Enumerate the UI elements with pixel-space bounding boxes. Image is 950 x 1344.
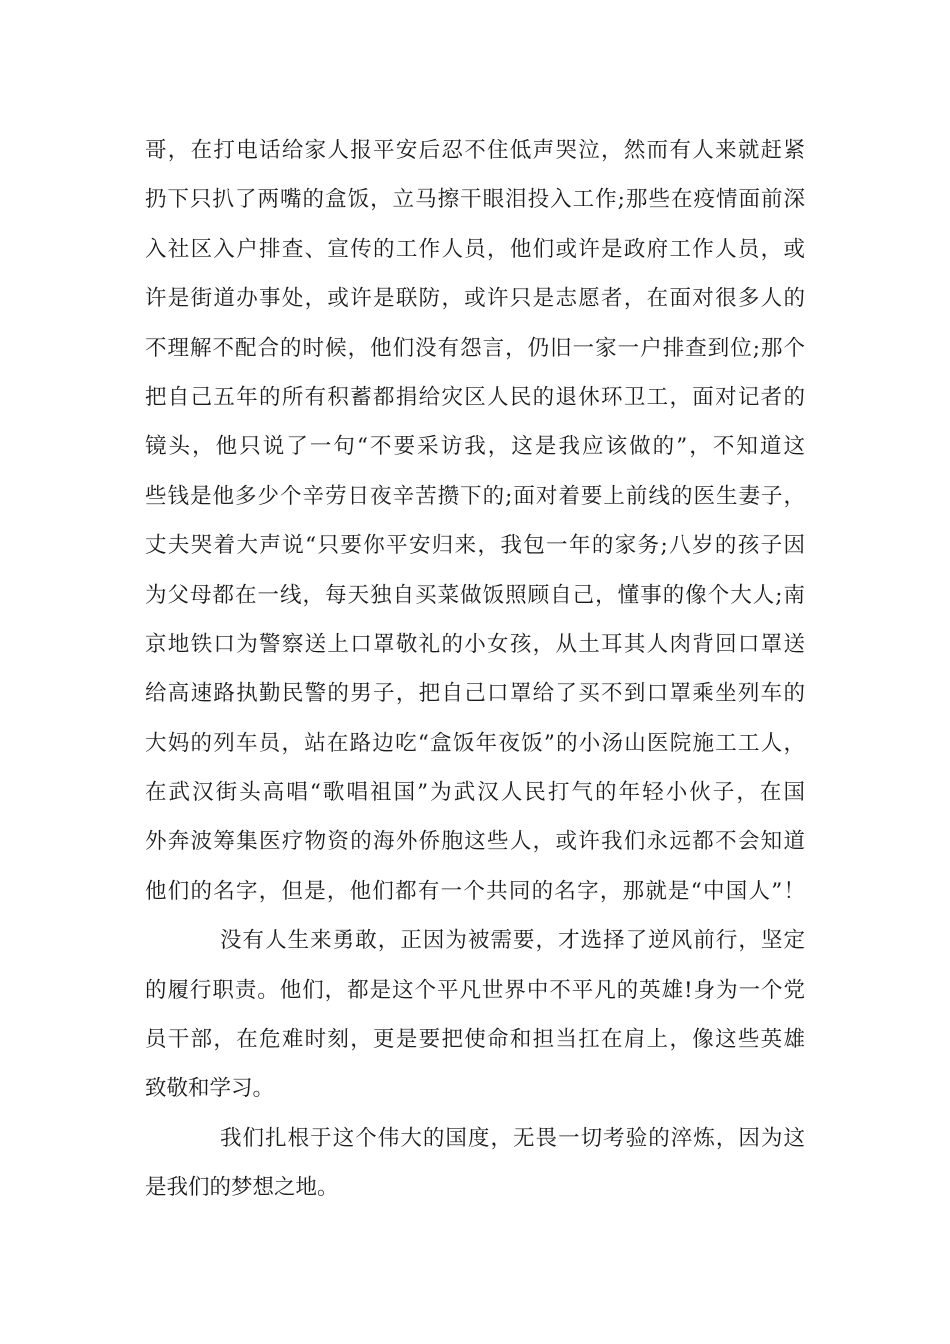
paragraph-line: 为父母都在一线，每天独自买菜做饭照顾自己，懂事的像个大人;南 xyxy=(145,582,805,608)
paragraph-line: 员干部，在危难时刻，更是要把使命和担当扛在肩上，像这些英雄 xyxy=(145,1027,805,1053)
paragraph-line: 我们扎根于这个伟大的国度，无畏一切考验的淬炼，因为这 xyxy=(220,1125,805,1151)
paragraph-line: 没有人生来勇敢，正因为被需要，才选择了逆风前行，坚定 xyxy=(220,928,805,954)
paragraph-line: 些钱是他多少个辛劳日夜辛苦攒下的;面对着要上前线的医生妻子， xyxy=(145,483,805,509)
paragraph-line: 扔下只扒了两嘴的盒饭，立马擦干眼泪投入工作;那些在疫情面前深 xyxy=(145,187,805,213)
paragraph-line: 把自己五年的所有积蓄都捐给灾区人民的退休环卫工，面对记者的 xyxy=(145,384,805,410)
document-body xyxy=(145,126,805,1213)
paragraph-line: 大妈的列车员，站在路边吃“盒饭年夜饭”的小汤山医院施工工人， xyxy=(145,730,805,756)
paragraph-line: 镜头，他只说了一句“不要采访我，这是我应该做的”，不知道这 xyxy=(145,434,805,460)
paragraph-line: 哥，在打电话给家人报平安后忍不住低声哭泣，然而有人来就赶紧 xyxy=(145,138,805,163)
paragraph-line: 丈夫哭着大声说“只要你平安归来，我包一年的家务;八岁的孩子因 xyxy=(145,533,805,559)
paragraph-1 xyxy=(145,126,805,916)
paragraph-line: 京地铁口为警察送上口罩敬礼的小女孩，从土耳其人肉背回口罩送 xyxy=(145,631,805,657)
paragraph-line: 许是街道办事处，或许是联防，或许只是志愿者，在面对很多人的 xyxy=(145,286,805,312)
paragraph-line: 不理解不配合的时候，他们没有怨言，仍旧一家一户排查到位;那个 xyxy=(145,335,805,361)
paragraph-line: 他们的名字，但是，他们都有一个共同的名字，那就是“中国人”！ xyxy=(145,878,805,904)
paragraph-2 xyxy=(145,916,805,1114)
paragraph-line: 的履行职责。他们，都是这个平凡世界中不平凡的英雄!身为一个党 xyxy=(145,977,805,1003)
paragraph-line: 给高速路执勤民警的男子，把自己口罩给了买不到口罩乘坐列车的 xyxy=(145,681,805,707)
paragraph-line: 在武汉街头高唱“歌唱祖国”为武汉人民打气的年轻小伙子，在国 xyxy=(145,780,805,806)
paragraph-line: 入社区入户排查、宣传的工作人员，他们或许是政府工作人员，或 xyxy=(145,236,805,262)
paragraph-3 xyxy=(145,1114,805,1213)
paragraph-line: 是我们的梦想之地。 xyxy=(145,1175,339,1201)
paragraph-line: 外奔波筹集医疗物资的海外侨胞这些人，或许我们永远都不会知道 xyxy=(145,829,805,855)
paragraph-line: 致敬和学习。 xyxy=(145,1076,275,1102)
